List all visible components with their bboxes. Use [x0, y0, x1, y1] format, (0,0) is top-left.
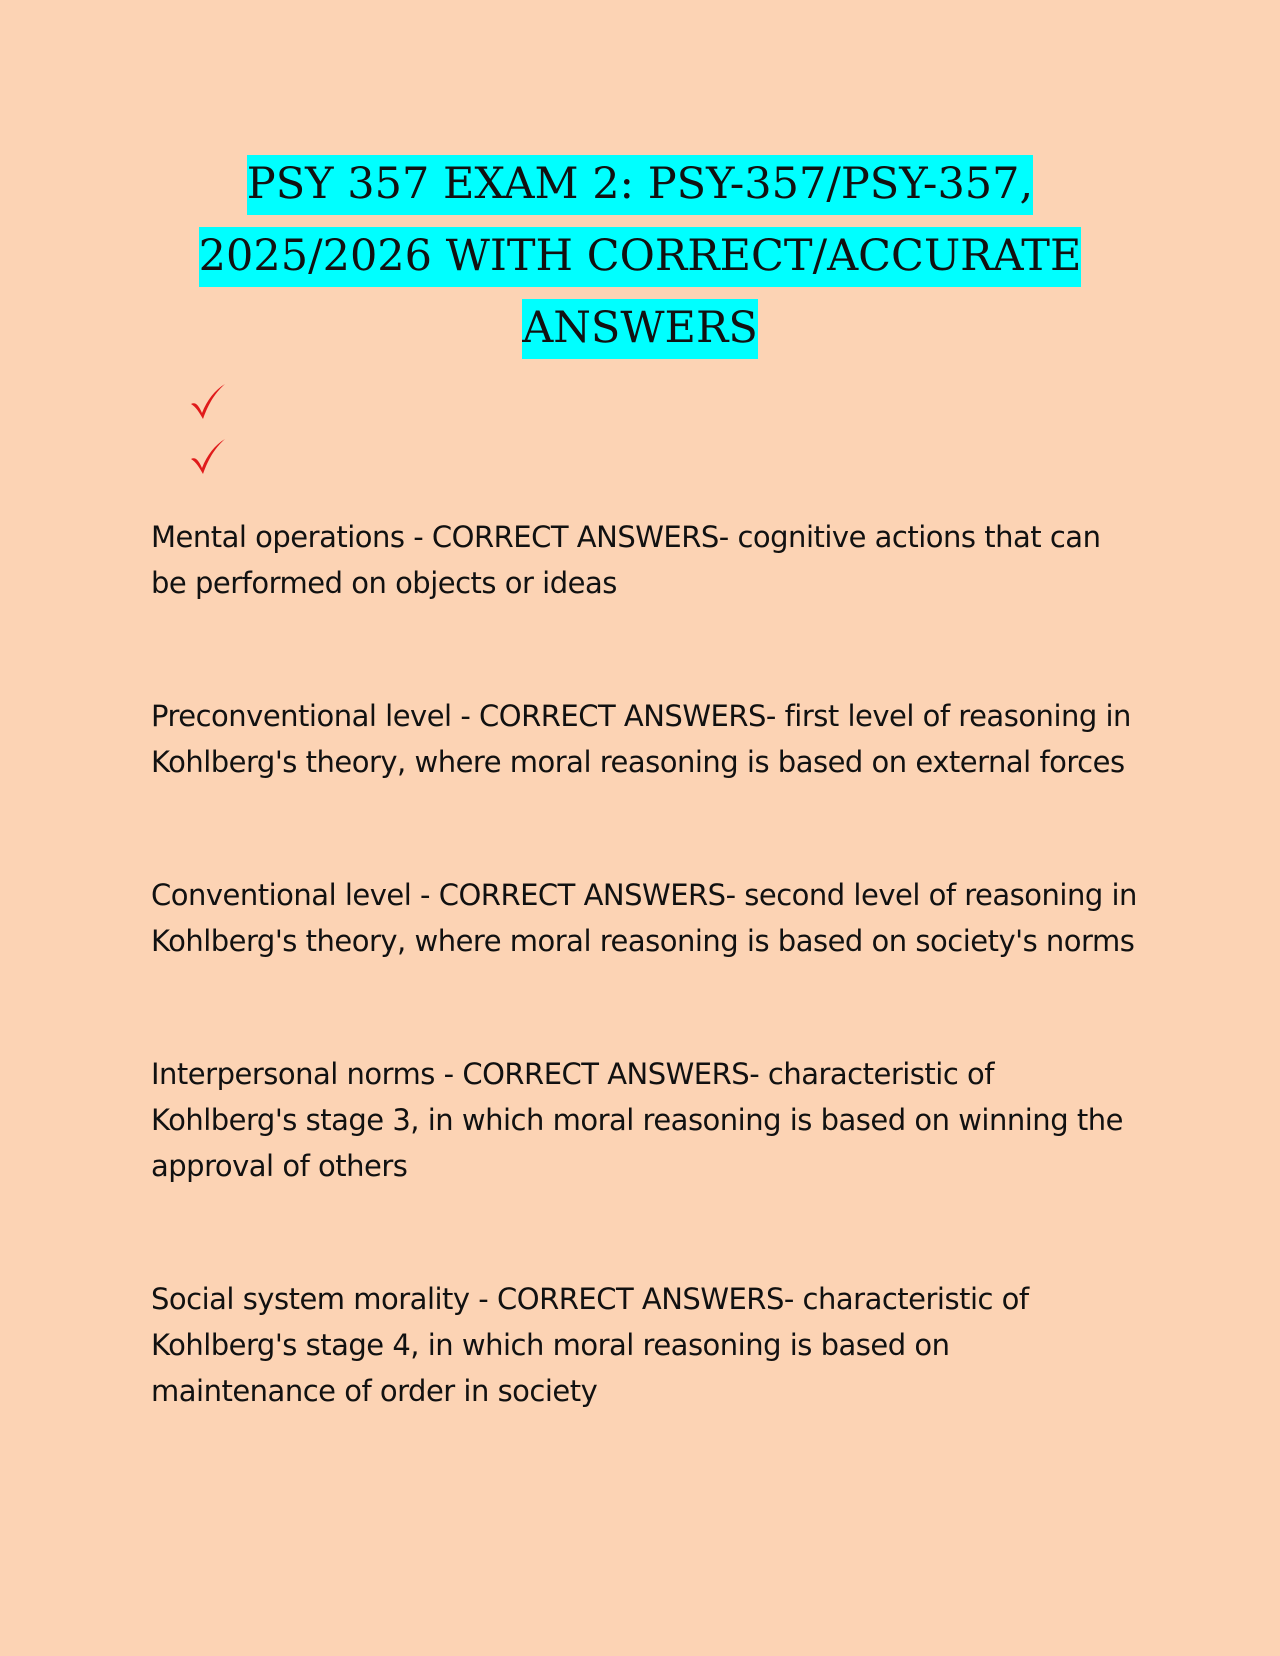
- qa-entry: Social system morality - CORRECT ANSWERS- characteristic of Kohlberg's stage 4, in which moral reasoning is based on maintenance of order in society: [151, 1282, 1029, 1408]
- qa-entry-list: [151, 514, 1141, 1501]
- checkmark-icon: [188, 437, 228, 477]
- checkmark-list: [188, 382, 228, 492]
- document-title: [150, 148, 1130, 364]
- checkmark-icon: [188, 382, 228, 422]
- qa-entry: Preconventional level - CORRECT ANSWERS- first level of reasoning in Kohlberg's theory, where moral reasoning is based on external forces: [151, 699, 1131, 779]
- document-title-text: PSY 357 EXAM 2: PSY-357/PSY-357, 2025/2026 WITH CORRECT/ACCURATE ANSWERS: [199, 155, 1082, 359]
- qa-entry: Interpersonal norms - CORRECT ANSWERS- characteristic of Kohlberg's stage 3, in which moral reasoning is based on winning the approval of others: [151, 1057, 1123, 1183]
- qa-entry: Mental operations - CORRECT ANSWERS- cognitive actions that can be performed on objects or ideas: [151, 520, 1101, 600]
- qa-entry: Conventional level - CORRECT ANSWERS- second level of reasoning in Kohlberg's theory, where moral reasoning is based on society's norms: [151, 878, 1137, 958]
